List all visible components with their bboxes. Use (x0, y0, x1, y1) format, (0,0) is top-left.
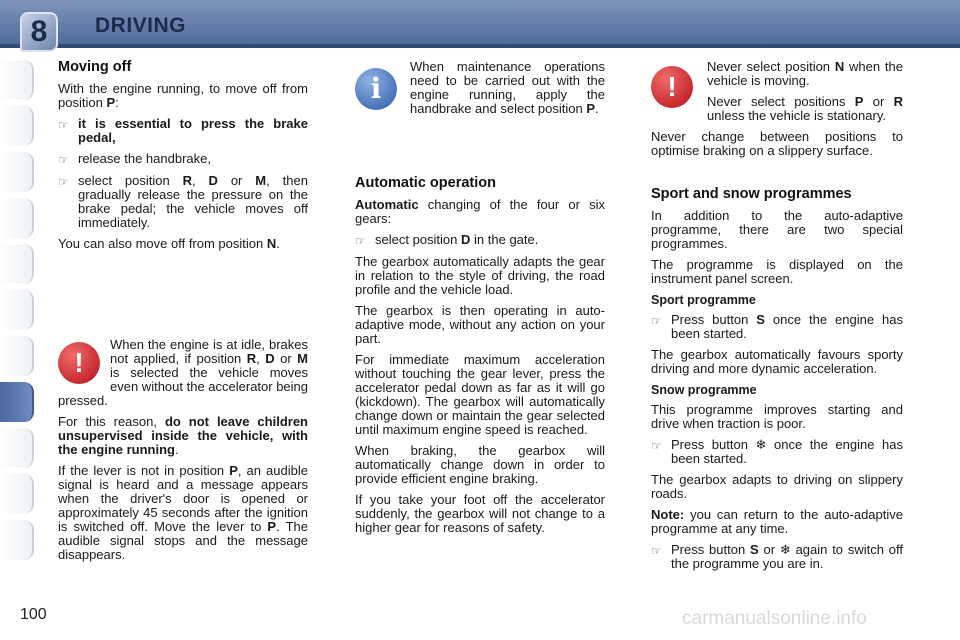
warning-idle-box (58, 338, 308, 562)
warning-lever-text: If the lever is not in position P, an audible signal is heard and a message appears when the driver's door is opened or approximately 45 seconds after the ignition is switched off. Move the lever to P. The audible signal stops and the message disappears. (58, 463, 308, 562)
pointing-hand-icon: ☞ (58, 153, 69, 167)
list-item: ☞ Press button ❄ once the engine has been started. (651, 437, 903, 466)
move-off-from-n: You can also move off from position N. (58, 236, 280, 251)
column-right (651, 60, 903, 578)
pointing-hand-icon: ☞ (651, 314, 662, 328)
chapter-number-badge: 8 (20, 12, 58, 52)
automatic-p5: If you take your foot off the accelerator suddenly, the gearbox will not change to a higher gear for reasons of safety. (355, 492, 605, 535)
automatic-p3: For immediate maximum acceleration without touching the gear lever, press the accelerator pedal down as far as it will go (kickdown). The gearbox will automatically change down or maintain the gear selected until maximum engine speed is reached. (355, 352, 605, 437)
warning-braking-text: Never change between positions to optimise braking on a slippery surface. (651, 129, 903, 158)
list-item: ☞ release the handbrake, (58, 151, 211, 167)
list-item: ☞ Press button S or ❄ again to switch off the programme you are in. (651, 542, 903, 571)
chapter-tabs (0, 60, 34, 580)
note-text: Note: you can return to the auto-adaptive programme at any time. (651, 507, 903, 536)
moving-off-intro: With the engine running, to move off from position P: (58, 81, 308, 110)
column-left (58, 60, 308, 569)
chapter-tab[interactable] (0, 60, 34, 100)
pointing-hand-icon: ☞ (58, 118, 69, 132)
chapter-title: DRIVING (95, 14, 187, 37)
chapter-tab-active[interactable] (0, 382, 34, 422)
snowflake-icon: ❄ (755, 437, 767, 452)
automatic-lead: Automatic changing of the four or six gears: (355, 197, 605, 226)
chapter-tab[interactable] (0, 336, 34, 376)
chapter-tab[interactable] (0, 290, 34, 330)
chapter-tab[interactable] (0, 106, 34, 146)
moving-off-heading: Moving off (58, 59, 132, 75)
automatic-operation-heading: Automatic operation (355, 175, 496, 191)
header-strip (0, 44, 960, 48)
exclamation-warning-icon: ! (651, 66, 693, 108)
chapter-tab[interactable] (0, 474, 34, 514)
chapter-tab[interactable] (0, 152, 34, 192)
pointing-hand-icon: ☞ (651, 544, 662, 558)
warning-n-text: Never select position N when the vehicle is moving. (707, 59, 903, 88)
info-maintenance-text: When maintenance operations need to be carried out with the engine running, apply the handbrake and select position P. (410, 59, 605, 116)
list-item: ☞ select position R, D or M, then gradually release the pressure on the brake pedal; the vehicle moves off immediately. (58, 173, 308, 230)
chapter-tab[interactable] (0, 520, 34, 560)
exclamation-warning-icon: ! (58, 342, 100, 384)
chapter-tab[interactable] (0, 198, 34, 238)
page-number: 100 (20, 606, 47, 623)
list-item: ☞ Press button S once the engine has been started. (651, 312, 903, 341)
sport-snow-p1: In addition to the auto-adaptive programme, there are two special programmes. (651, 208, 903, 251)
pointing-hand-icon: ☞ (651, 439, 662, 453)
snowflake-icon: ❄ (779, 542, 791, 557)
sport-snow-heading: Sport and snow programmes (651, 186, 852, 202)
watermark: carmanualsonline.info (682, 608, 867, 629)
pointing-hand-icon: ☞ (58, 175, 69, 189)
sport-snow-p2: The programme is displayed on the instrument panel screen. (651, 257, 903, 286)
warning-idle-text: When the engine is at idle, brakes not applied, if position R, D or M is selected the vehicle moves even without the accelerator being pressed. (58, 337, 309, 408)
warning-n-box (651, 60, 903, 158)
warning-children-text: For this reason, do not leave children unsupervised inside the vehicle, with the engine running. (58, 414, 308, 457)
column-middle (355, 60, 605, 542)
list-item: ☞ select position D in the gate. (355, 232, 539, 248)
automatic-p1: The gearbox automatically adapts the gear in relation to the style of driving, the road profile and the vehicle load. (355, 254, 605, 297)
snow-adapts-text: The gearbox adapts to driving on slippery roads. (651, 472, 903, 501)
sport-programme-heading: Sport programme (651, 293, 756, 307)
automatic-p2: The gearbox is then operating in auto-adaptive mode, without any action on your part. (355, 303, 605, 346)
snow-programme-text: This programme improves starting and drive when traction is poor. (651, 402, 903, 431)
info-maintenance-box (355, 60, 605, 156)
chapter-tab[interactable] (0, 428, 34, 468)
warning-p-r-text: Never select positions P or R unless the vehicle is stationary. (707, 94, 903, 123)
pointing-hand-icon: ☞ (355, 234, 366, 248)
automatic-p4: When braking, the gearbox will automatically change down in order to provide efficient engine braking. (355, 443, 605, 486)
snow-programme-heading: Snow programme (651, 383, 757, 397)
info-icon: i (355, 68, 397, 110)
list-item: ☞ it is essential to press the brake pedal, (58, 116, 308, 145)
sport-programme-text: The gearbox automatically favours sporty driving and more dynamic acceleration. (651, 347, 903, 376)
chapter-tab[interactable] (0, 244, 34, 284)
